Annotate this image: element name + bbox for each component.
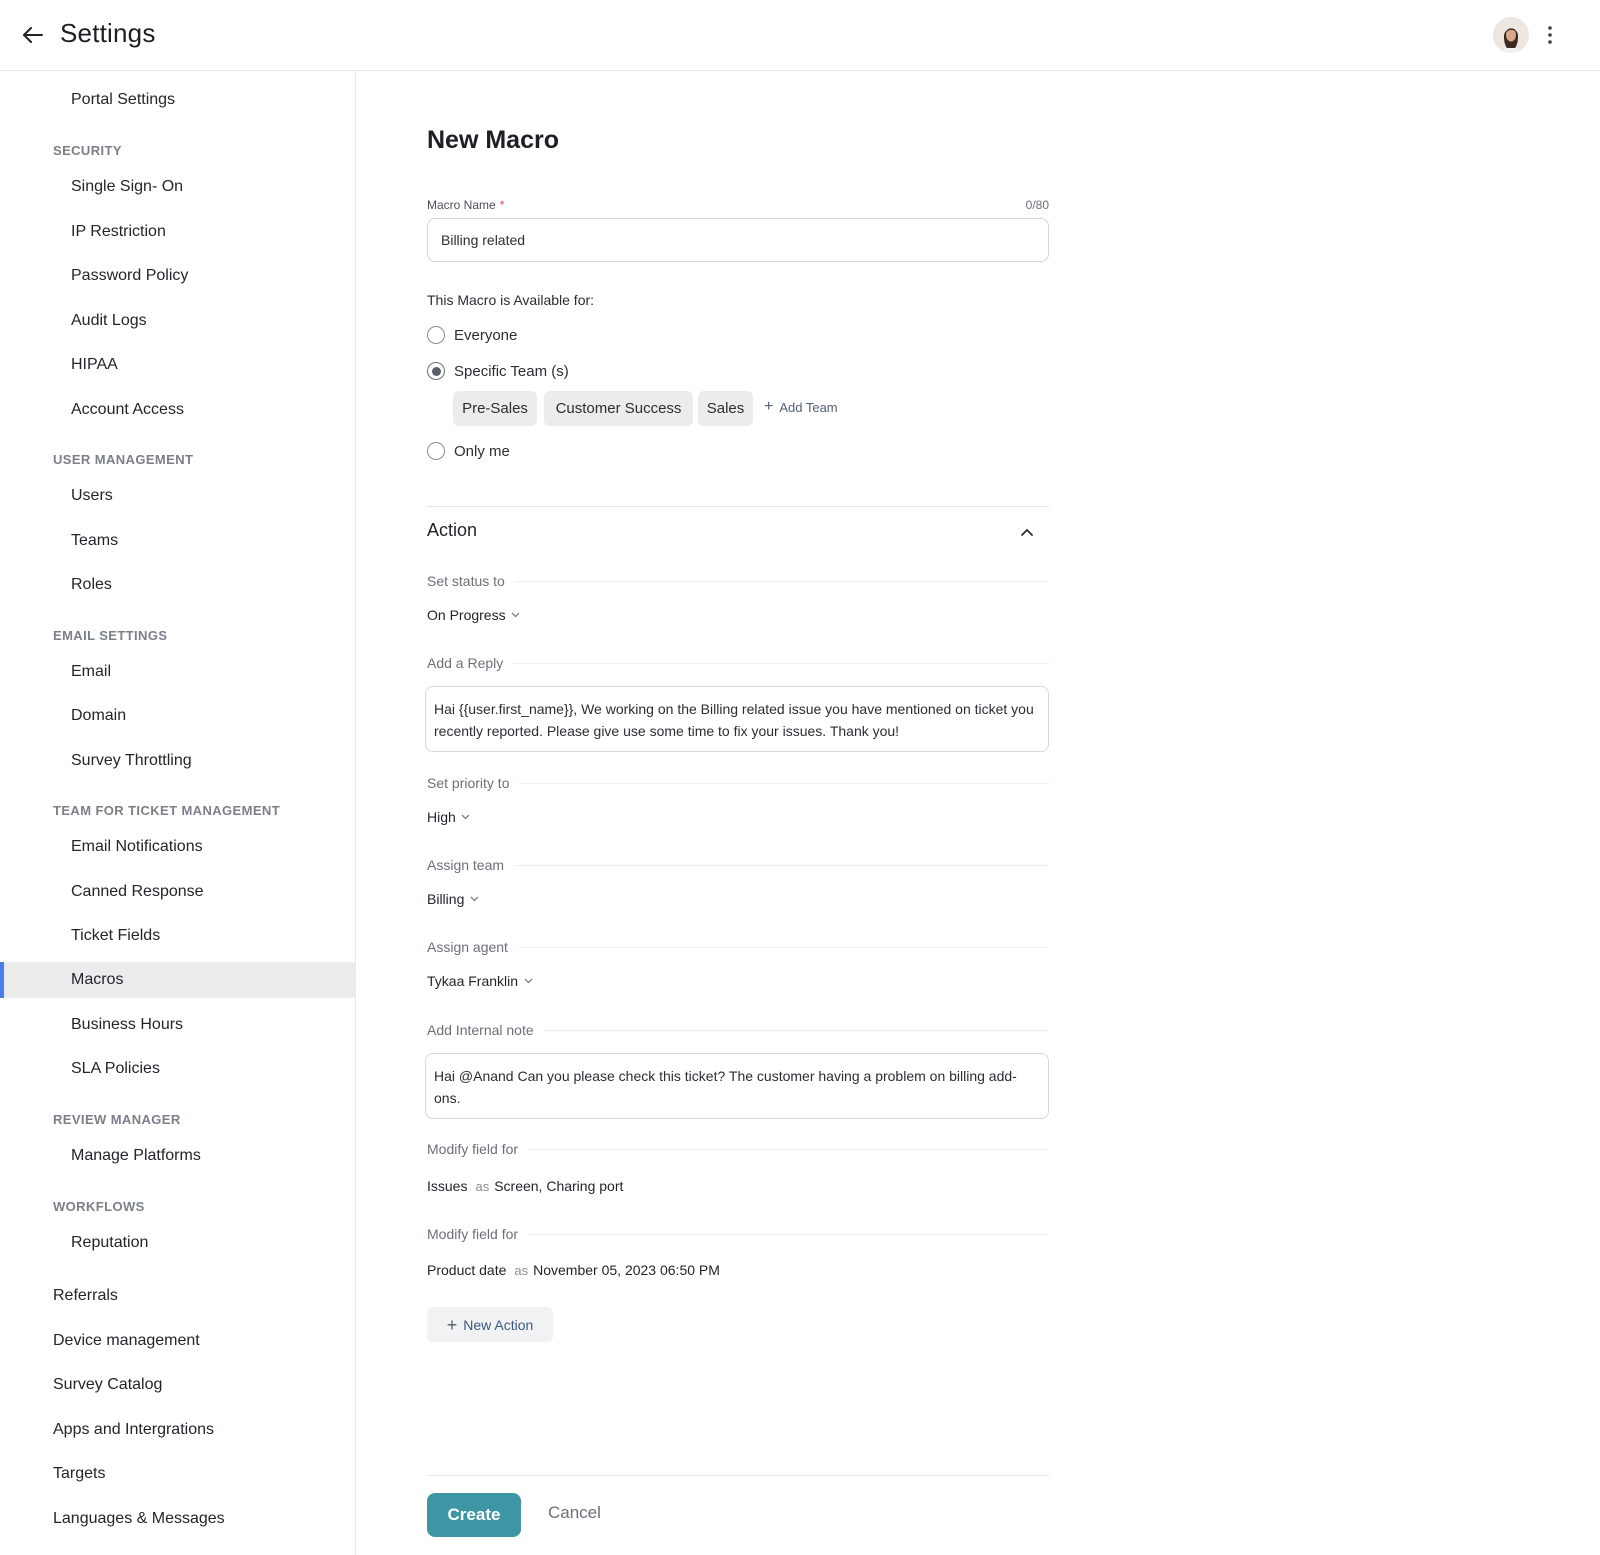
chevron-down-icon (523, 976, 533, 986)
sidebar-section-team-for-ticket-management: TEAM FOR TICKET MANAGEMENT (53, 803, 281, 818)
add-team-button[interactable] (764, 399, 838, 415)
modify-as-text: as (475, 1179, 490, 1194)
reply-textarea[interactable] (425, 686, 1049, 752)
priority-value: High (427, 809, 456, 825)
sidebar-item-users[interactable]: Users (71, 487, 113, 504)
sidebar-item-macros[interactable]: Macros (0, 962, 355, 998)
sidebar-item-apps-integrations[interactable]: Apps and Intergrations (53, 1421, 214, 1438)
sidebar-item-portal-settings[interactable]: Portal Settings (71, 91, 176, 108)
radio-specific-team-label: Specific Team (s) (454, 362, 569, 380)
chevron-down-icon (461, 812, 471, 822)
sidebar-item-business-hours[interactable]: Business Hours (71, 1016, 184, 1033)
priority-label: Set priority to (427, 775, 510, 791)
chevron-up-icon[interactable] (1018, 523, 1036, 541)
add-team-label: Add Team (779, 399, 838, 415)
reply-label-row (427, 655, 1049, 671)
sidebar-item-hipaa[interactable]: HIPAA (71, 356, 118, 373)
sidebar-item-audit-logs[interactable]: Audit Logs (71, 312, 147, 329)
cancel-button[interactable]: Cancel (548, 1503, 601, 1522)
sidebar-item-roles[interactable]: Roles (71, 576, 112, 593)
modify-field-label: Modify field for (427, 1141, 519, 1157)
sidebar-section-email-settings: EMAIL SETTINGS (53, 628, 168, 643)
sidebar-item-manage-platforms[interactable]: Manage Platforms (71, 1147, 201, 1164)
new-action-button[interactable] (427, 1307, 553, 1342)
label-divider (518, 947, 1049, 948)
note-label-row (427, 1022, 1049, 1038)
sidebar-item-password-policy[interactable]: Password Policy (71, 267, 189, 284)
sidebar-item-single-sign-on[interactable]: Single Sign- On (71, 178, 184, 195)
modify-field-value: Screen, Charing port (494, 1178, 624, 1194)
macro-name-label-text: Macro Name (427, 198, 496, 212)
back-arrow-icon[interactable] (20, 22, 46, 48)
section-divider (427, 506, 1049, 507)
sidebar-item-email-notifications[interactable]: Email Notifications (71, 838, 203, 855)
sidebar-item-ticket-fields[interactable]: Ticket Fields (71, 927, 161, 944)
radio-everyone-label: Everyone (454, 326, 518, 344)
sidebar-item-survey-catalog[interactable]: Survey Catalog (53, 1376, 163, 1393)
modify-as-text: as (514, 1263, 529, 1278)
plus-icon: + (764, 398, 774, 415)
new-action-label: New Action (463, 1316, 534, 1333)
sidebar-section-workflows: WORKFLOWS (53, 1199, 145, 1214)
macro-name-input[interactable] (427, 218, 1049, 262)
label-divider (514, 865, 1049, 866)
modify-field-name: Issues (427, 1178, 468, 1194)
availability-label: This Macro is Available for: (427, 292, 595, 308)
label-divider (528, 1149, 1049, 1150)
sidebar-section-review-manager: REVIEW MANAGER (53, 1112, 181, 1127)
status-label-row (427, 573, 1049, 589)
sidebar-item-targets[interactable]: Targets (53, 1465, 106, 1482)
radio-specific-team[interactable] (427, 362, 569, 380)
assign-team-dropdown[interactable] (427, 891, 479, 907)
modify-field-row-issues[interactable] (427, 1178, 623, 1194)
page-header-title: Settings (60, 18, 156, 48)
radio-only-me[interactable] (427, 442, 510, 460)
status-label: Set status to (427, 573, 505, 589)
modify-field-name: Product date (427, 1262, 507, 1278)
assign-agent-value: Tykaa Franklin (427, 973, 519, 989)
required-star: * (499, 198, 505, 212)
assign-team-label: Assign team (427, 857, 505, 873)
status-value: On Progress (427, 607, 506, 623)
create-button[interactable]: Create (427, 1493, 521, 1537)
internal-note-label: Add Internal note (427, 1022, 534, 1038)
status-dropdown[interactable] (427, 607, 521, 623)
radio-only-me-label: Only me (454, 442, 510, 460)
sidebar-item-referrals[interactable]: Referrals (53, 1287, 118, 1304)
sidebar-item-languages-messages[interactable]: Languages & Messages (53, 1510, 225, 1527)
sidebar-item-teams[interactable]: Teams (71, 532, 119, 549)
footer-divider (427, 1475, 1049, 1476)
sidebar-item-survey-throttling[interactable]: Survey Throttling (71, 752, 192, 769)
reply-label: Add a Reply (427, 655, 504, 671)
label-divider (513, 663, 1049, 664)
sidebar-item-email[interactable]: Email (71, 663, 112, 680)
user-avatar[interactable] (1493, 17, 1529, 53)
assign-agent-label: Assign agent (427, 939, 508, 955)
sidebar-section-security: SECURITY (53, 143, 122, 158)
priority-label-row (427, 775, 1049, 791)
assign-team-value: Billing (427, 891, 465, 907)
modify-field-row-product-date[interactable] (427, 1262, 720, 1278)
radio-specific-team-circle[interactable] (427, 362, 445, 380)
priority-dropdown[interactable] (427, 809, 471, 825)
sidebar-item-canned-response[interactable]: Canned Response (71, 883, 204, 900)
sidebar-item-device-management[interactable]: Device management (53, 1332, 200, 1349)
label-divider (528, 1234, 1049, 1235)
more-options-icon[interactable] (1540, 20, 1560, 50)
plus-icon: + (446, 1314, 458, 1335)
chevron-down-icon (511, 610, 521, 620)
action-section-title: Action (427, 520, 478, 540)
top-bar (0, 0, 1600, 71)
radio-everyone[interactable] (427, 326, 517, 344)
assign-agent-dropdown[interactable] (427, 973, 533, 989)
sidebar-item-domain[interactable]: Domain (71, 707, 127, 724)
sidebar-item-ip-restriction[interactable]: IP Restriction (71, 223, 166, 240)
team-chip-pre-sales[interactable]: Pre-Sales (453, 391, 537, 426)
sidebar-section-user-management: USER MANAGEMENT (53, 452, 194, 467)
modify-field-label: Modify field for (427, 1226, 519, 1242)
agent-label-row (427, 939, 1049, 955)
radio-everyone-circle[interactable] (427, 326, 445, 344)
modify1-label-row (427, 1141, 1049, 1157)
internal-note-textarea[interactable] (425, 1053, 1049, 1119)
team-chip-sales[interactable]: Sales (698, 391, 753, 426)
macro-name-counter: 0/80 (1025, 198, 1049, 212)
label-divider (544, 1030, 1049, 1031)
sidebar-item-sla-policies[interactable]: SLA Policies (71, 1060, 160, 1077)
form-title: New Macro (427, 126, 559, 154)
radio-only-me-circle[interactable] (427, 442, 445, 460)
sidebar-item-account-access[interactable]: Account Access (71, 401, 184, 418)
label-divider (519, 783, 1049, 784)
team-label-row (427, 857, 1049, 873)
sidebar-item-reputation[interactable]: Reputation (71, 1234, 149, 1251)
modify-field-value: November 05, 2023 06:50 PM (533, 1262, 720, 1278)
team-chip-customer-success[interactable]: Customer Success (544, 391, 693, 426)
modify2-label-row (427, 1226, 1049, 1242)
chevron-down-icon (469, 894, 479, 904)
macro-name-label (427, 198, 504, 212)
label-divider (515, 581, 1049, 582)
